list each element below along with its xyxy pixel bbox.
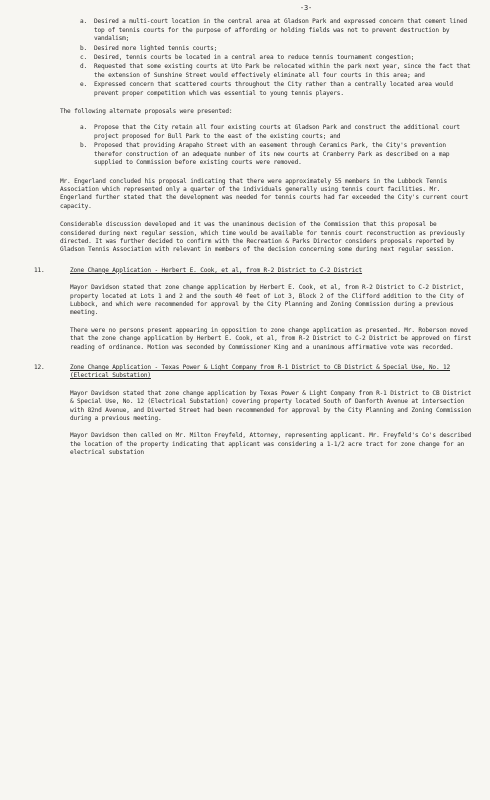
list-text: Expressed concern that scattered courts throughout the City rather than a centrally located area would prevent proper competition which was essential to young tennis players. [94,81,453,97]
list-marker: c. [80,54,88,62]
list-item [60,18,472,43]
section-title: Zone Change Application - Texas Power & Light Company from R-1 District to CB District & Special Use, No. 12 (Electrical Substation) [70,364,451,380]
concerns-list [60,18,472,98]
paragraph: Mayor Davidson stated that zone change application by Texas Power & Light Company from R-1 District to CB District & Special Use, No. 12 (Electrical Substation) covering property located South of Danforth Avenue at intersection with 82nd Avenue, and Diverted Street had been recommended for approval by the City Planning and Zoning Commission during a previous meeting. [70,389,472,423]
list-item [60,124,472,141]
list-marker: b. [80,142,88,150]
paragraph: Mayor Davidson stated that zone change application by Herbert E. Cook, et al, from R-2 District to C-2 District, property located at Lots 1 and 2 and the south 40 feet of Lot 3, Block 2 of the Clifford addition to the City of Lubbock, and which were recommended for approval by the City Planning and Zoning Commission during a previous meeting. [70,284,465,317]
list-marker: a. [80,124,88,132]
list-text: Desired a multi-court location in the central area at Gladson Park and expressed concern that cement lined top of tennis courts for the purpose of affording or holding fields was not to prevent destruction by vandalism; [94,18,467,43]
page-number: -3- [299,4,313,12]
list-marker: b. [80,44,88,52]
section-title: Zone Change Application - Herbert E. Cook, et al, from R-2 District to C-2 District [70,266,363,274]
list-item [60,142,472,167]
paragraph: Mr. Engerland concluded his proposal indicating that there were approximately 55 members in the Lubbock Tennis Association which represented only a quarter of the individuals generally using tennis court facilities. Mr. Engerland further stated that the development was needed for tennis courts had far exceeded the City's current court capacity. [60,177,469,210]
list-text: Proposed that providing Arapaho Street with an easement through Ceramics Park, the City's prevention therefor construction of an adequate number of its new courts at Cranberry Park as described on a map supplied to Commission before existing courts were removed. [94,142,450,167]
list-text: Desired, tennis courts be located in a central area to reduce tennis tournament congestion; [94,54,415,62]
list-marker: d. [80,63,88,71]
section-number: 11. [34,266,45,274]
list-item [60,81,472,98]
list-text: Desired more lighted tennis courts; [94,44,218,52]
list-item [60,63,472,80]
proposals-list [60,124,472,167]
list-text: Requested that some existing courts at Uto Park be relocated within the park next year, since the fact that the extension of Sunshine Street would effectively eliminate all four courts in this area; and [94,63,471,79]
list-item [60,54,472,62]
paragraph: Mayor Davidson then called on Mr. Milton Freyfeld, Attorney, representing applicant. Mr. Freyfeld's Co's described the location of the property indicating that applicant was considering a 1-1/2 acre tract for zone change for an electrical substation [70,432,472,457]
list-text: Propose that the City retain all four existing courts at Gladson Park and construct the additional court project proposed for Bull Park to the east of the existing courts; and [94,124,460,140]
paragraph: There were no persons present appearing in opposition to zone change application as presented. Mr. Roberson moved that the zone change application by Herbert E. Cook, et al, from R-2 District to C-2 District be approved on first reading of ordinance. Motion was seconded by Commissioner King and a unanimous affirmative vote was recorded. [70,326,472,351]
paragraph: Considerable discussion developed and it was the unanimous decision of the Commission that this proposal be considered during next regular session, which time would be available for tennis court reconstruction as previously directed. It was further decided to confirm with the Recreation & Parks Director considers proposals reported by Gladson Tennis Association with relevant in members of the decision concerning some during next regular session. [60,221,465,254]
section-number: 12. [34,364,45,371]
list-marker: a. [80,18,88,26]
section-heading [34,364,472,381]
list-item [60,45,472,53]
alternate-proposals-intro: The following alternate proposals were presented: [60,108,233,116]
list-marker: e. [80,81,88,89]
section-heading [34,266,472,275]
